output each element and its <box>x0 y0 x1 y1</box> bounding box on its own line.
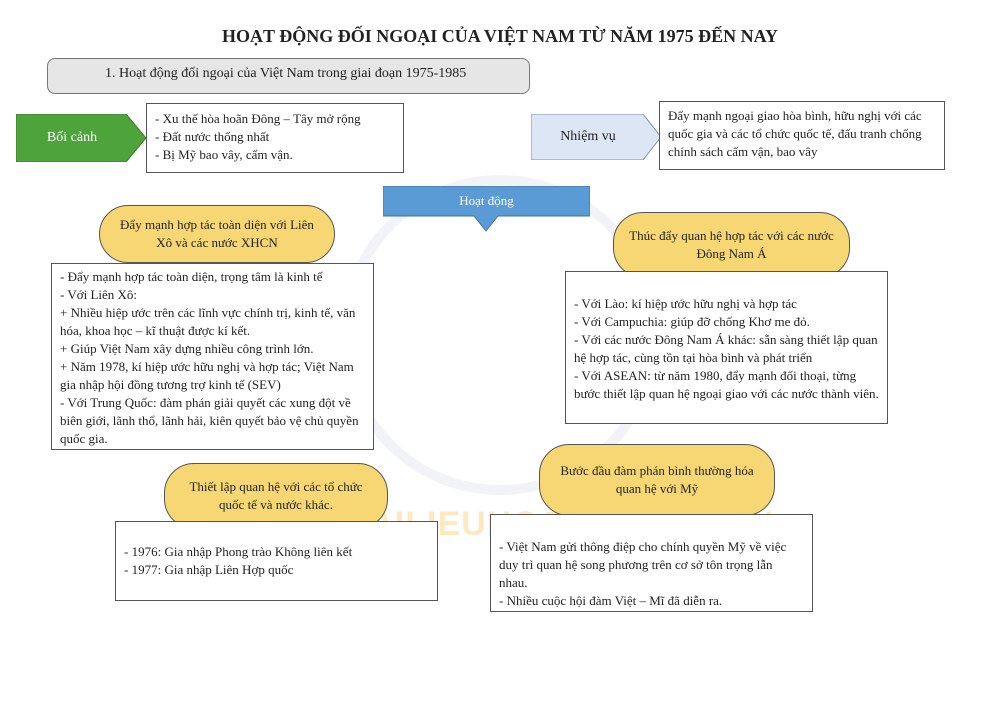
sea-item-3: - Với các nước Đông Nam Á khác: sẵn sàng thiết lập quan hệ hợp tác, cùng tồn tại hòa bình và phát triển <box>574 332 878 365</box>
context-item-3: - Bị Mỹ bao vây, cấm vận. <box>155 147 293 162</box>
sea-item-2: - Với Campuchia: giúp đỡ chống Khơ me đỏ. <box>574 314 810 329</box>
task-arrow <box>531 114 661 160</box>
intl-box <box>115 521 438 601</box>
socialist-item-1: - Đẩy mạnh hợp tác toàn diện, trọng tâm là kinh tế <box>60 269 323 284</box>
socialist-item-6: - Với Trung Quốc: đàm phán giải quyết các xung đột về biên giới, lãnh thổ, lãnh hải, kiên quyết bảo vệ chủ quyền quốc gia. <box>60 395 359 446</box>
page-title: HOẠT ĐỘNG ĐỐI NGOẠI CỦA VIỆT NAM TỪ NĂM 1975 ĐẾN NAY <box>222 26 778 46</box>
activity-callout <box>383 186 590 232</box>
usa-item-1: - Việt Nam gửi thông điệp cho chính quyền Mỹ về việc duy trì quan hệ song phương trên cơ sở tôn trọng lẫn nhau. <box>499 539 787 590</box>
section-heading-1975-1985: 1. Hoạt động đối ngoại của Việt Nam trong giai đoạn 1975-1985 <box>47 58 530 94</box>
context-label: Bối cảnh <box>46 130 98 145</box>
socialist-item-5: + Năm 1978, kí hiệp ước hữu nghị và hợp tác; Việt Nam gia nhập hội đồng tương trợ kinh tế (SEV) <box>60 359 354 392</box>
task-label: Nhiệm vụ <box>560 129 616 144</box>
context-arrow <box>16 114 146 162</box>
intl-heading: Thiết lập quan hệ với các tổ chức quốc tế và nước khác. <box>164 463 388 529</box>
intl-item-1: - 1976: Gia nhập Phong trào Không liên kết <box>124 544 353 559</box>
context-item-1: - Xu thế hòa hoãn Đông – Tây mở rộng <box>155 111 361 126</box>
sea-item-1: - Với Lào: kí hiệp ước hữu nghị và hợp tác <box>574 296 797 311</box>
usa-heading: Bước đầu đàm phán bình thường hóa quan hệ với Mỹ <box>539 444 775 516</box>
socialist-item-3: + Nhiều hiệp ước trên các lĩnh vực chính trị, kinh tế, văn hóa, khoa học – kĩ thuật được kí kết. <box>60 305 356 338</box>
context-item-2: - Đất nước thống nhất <box>155 129 270 144</box>
socialist-item-4: + Giúp Việt Nam xây dựng nhiều công trình lớn. <box>60 341 314 356</box>
sea-heading: Thúc đẩy quan hệ hợp tác với các nước Đông Nam Á <box>613 212 850 278</box>
intl-item-2: - 1977: Gia nhập Liên Hợp quốc <box>124 562 294 577</box>
usa-item-2: - Nhiều cuộc hội đàm Việt – Mĩ đã diễn ra. <box>499 593 723 608</box>
socialist-item-2: - Với Liên Xô: <box>60 287 138 302</box>
sea-box <box>565 271 888 424</box>
sea-item-4: - Với ASEAN: từ năm 1980, đẩy mạnh đối thoại, từng bước thiết lập quan hệ ngoại giao với các nước thành viên. <box>574 368 879 401</box>
task-box: Đẩy mạnh ngoại giao hòa bình, hữu nghị với các quốc gia và các tổ chức quốc tế, đấu tranh chống chính sách cấm vận, bao vây <box>659 101 945 170</box>
socialist-box <box>51 263 374 450</box>
activity-label: Hoạt động <box>459 193 514 208</box>
usa-box <box>490 514 813 612</box>
context-box <box>146 103 404 173</box>
socialist-heading: Đẩy mạnh hợp tác toàn diện với Liên Xô và các nước XHCN <box>99 205 335 263</box>
